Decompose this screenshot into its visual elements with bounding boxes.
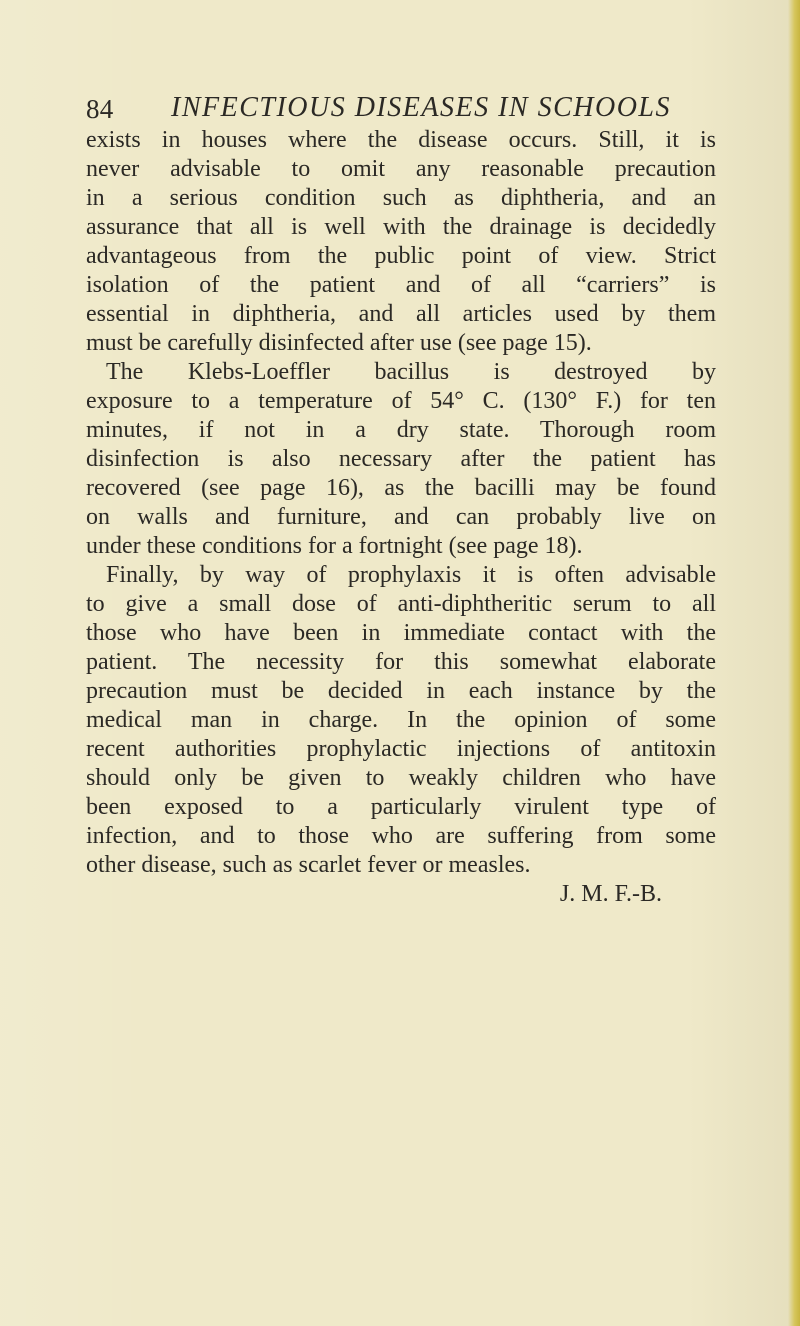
text-line: been exposed to a particularly virulent type of bbox=[86, 794, 716, 820]
text-line: precaution must be decided in each instance by the bbox=[86, 678, 716, 704]
paragraph-start-line: The Klebs-Loeffler bacillus is destroyed by bbox=[106, 359, 716, 385]
text-line: in a serious condition such as diphtheria, and an bbox=[86, 185, 716, 211]
text-line: recovered (see page 16), as the bacilli may be found bbox=[86, 475, 716, 501]
text-line: to give a small dose of anti-diphtheritic serum to all bbox=[86, 591, 716, 617]
page-edge-shadow bbox=[788, 0, 800, 1326]
text-line: infection, and to those who are suffering from some bbox=[86, 823, 716, 849]
text-line: patient. The necessity for this somewhat elaborate bbox=[86, 649, 716, 675]
text-line: recent authorities prophylactic injections of antitoxin bbox=[86, 736, 716, 762]
text-line: never advisable to omit any reasonable precaution bbox=[86, 156, 716, 182]
text-line: exposure to a temperature of 54° C. (130° F.) for ten bbox=[86, 388, 716, 414]
text-line: isolation of the patient and of all “carriers” is bbox=[86, 272, 716, 298]
text-line: exists in houses where the disease occurs. Still, it is bbox=[86, 127, 716, 153]
text-line: advantageous from the public point of view. Strict bbox=[86, 243, 716, 269]
text-line: should only be given to weakly children who have bbox=[86, 765, 716, 791]
text-line: those who have been in immediate contact with the bbox=[86, 620, 716, 646]
text-line: under these conditions for a fortnight (see page 18). bbox=[86, 533, 583, 559]
running-title: INFECTIOUS DISEASES IN SCHOOLS bbox=[171, 92, 671, 123]
text-line: on walls and furniture, and can probably live on bbox=[86, 504, 716, 530]
text-line: minutes, if not in a dry state. Thorough room bbox=[86, 417, 716, 443]
page-number: 84 bbox=[86, 94, 114, 124]
text-line: assurance that all is well with the drainage is decidedly bbox=[86, 214, 716, 240]
text-line: medical man in charge. In the opinion of some bbox=[86, 707, 716, 733]
text-line: essential in diphtheria, and all articles used by them bbox=[86, 301, 716, 327]
body-text bbox=[86, 126, 716, 909]
paragraph-start-line: Finally, by way of prophylaxis it is often advisable bbox=[106, 562, 716, 588]
text-line: disinfection is also necessary after the patient has bbox=[86, 446, 716, 472]
text-line: other disease, such as scarlet fever or measles. bbox=[86, 852, 531, 878]
text-line: must be carefully disinfected after use (see page 15). bbox=[86, 330, 592, 356]
author-signature: J. M. F.-B. bbox=[559, 881, 662, 907]
